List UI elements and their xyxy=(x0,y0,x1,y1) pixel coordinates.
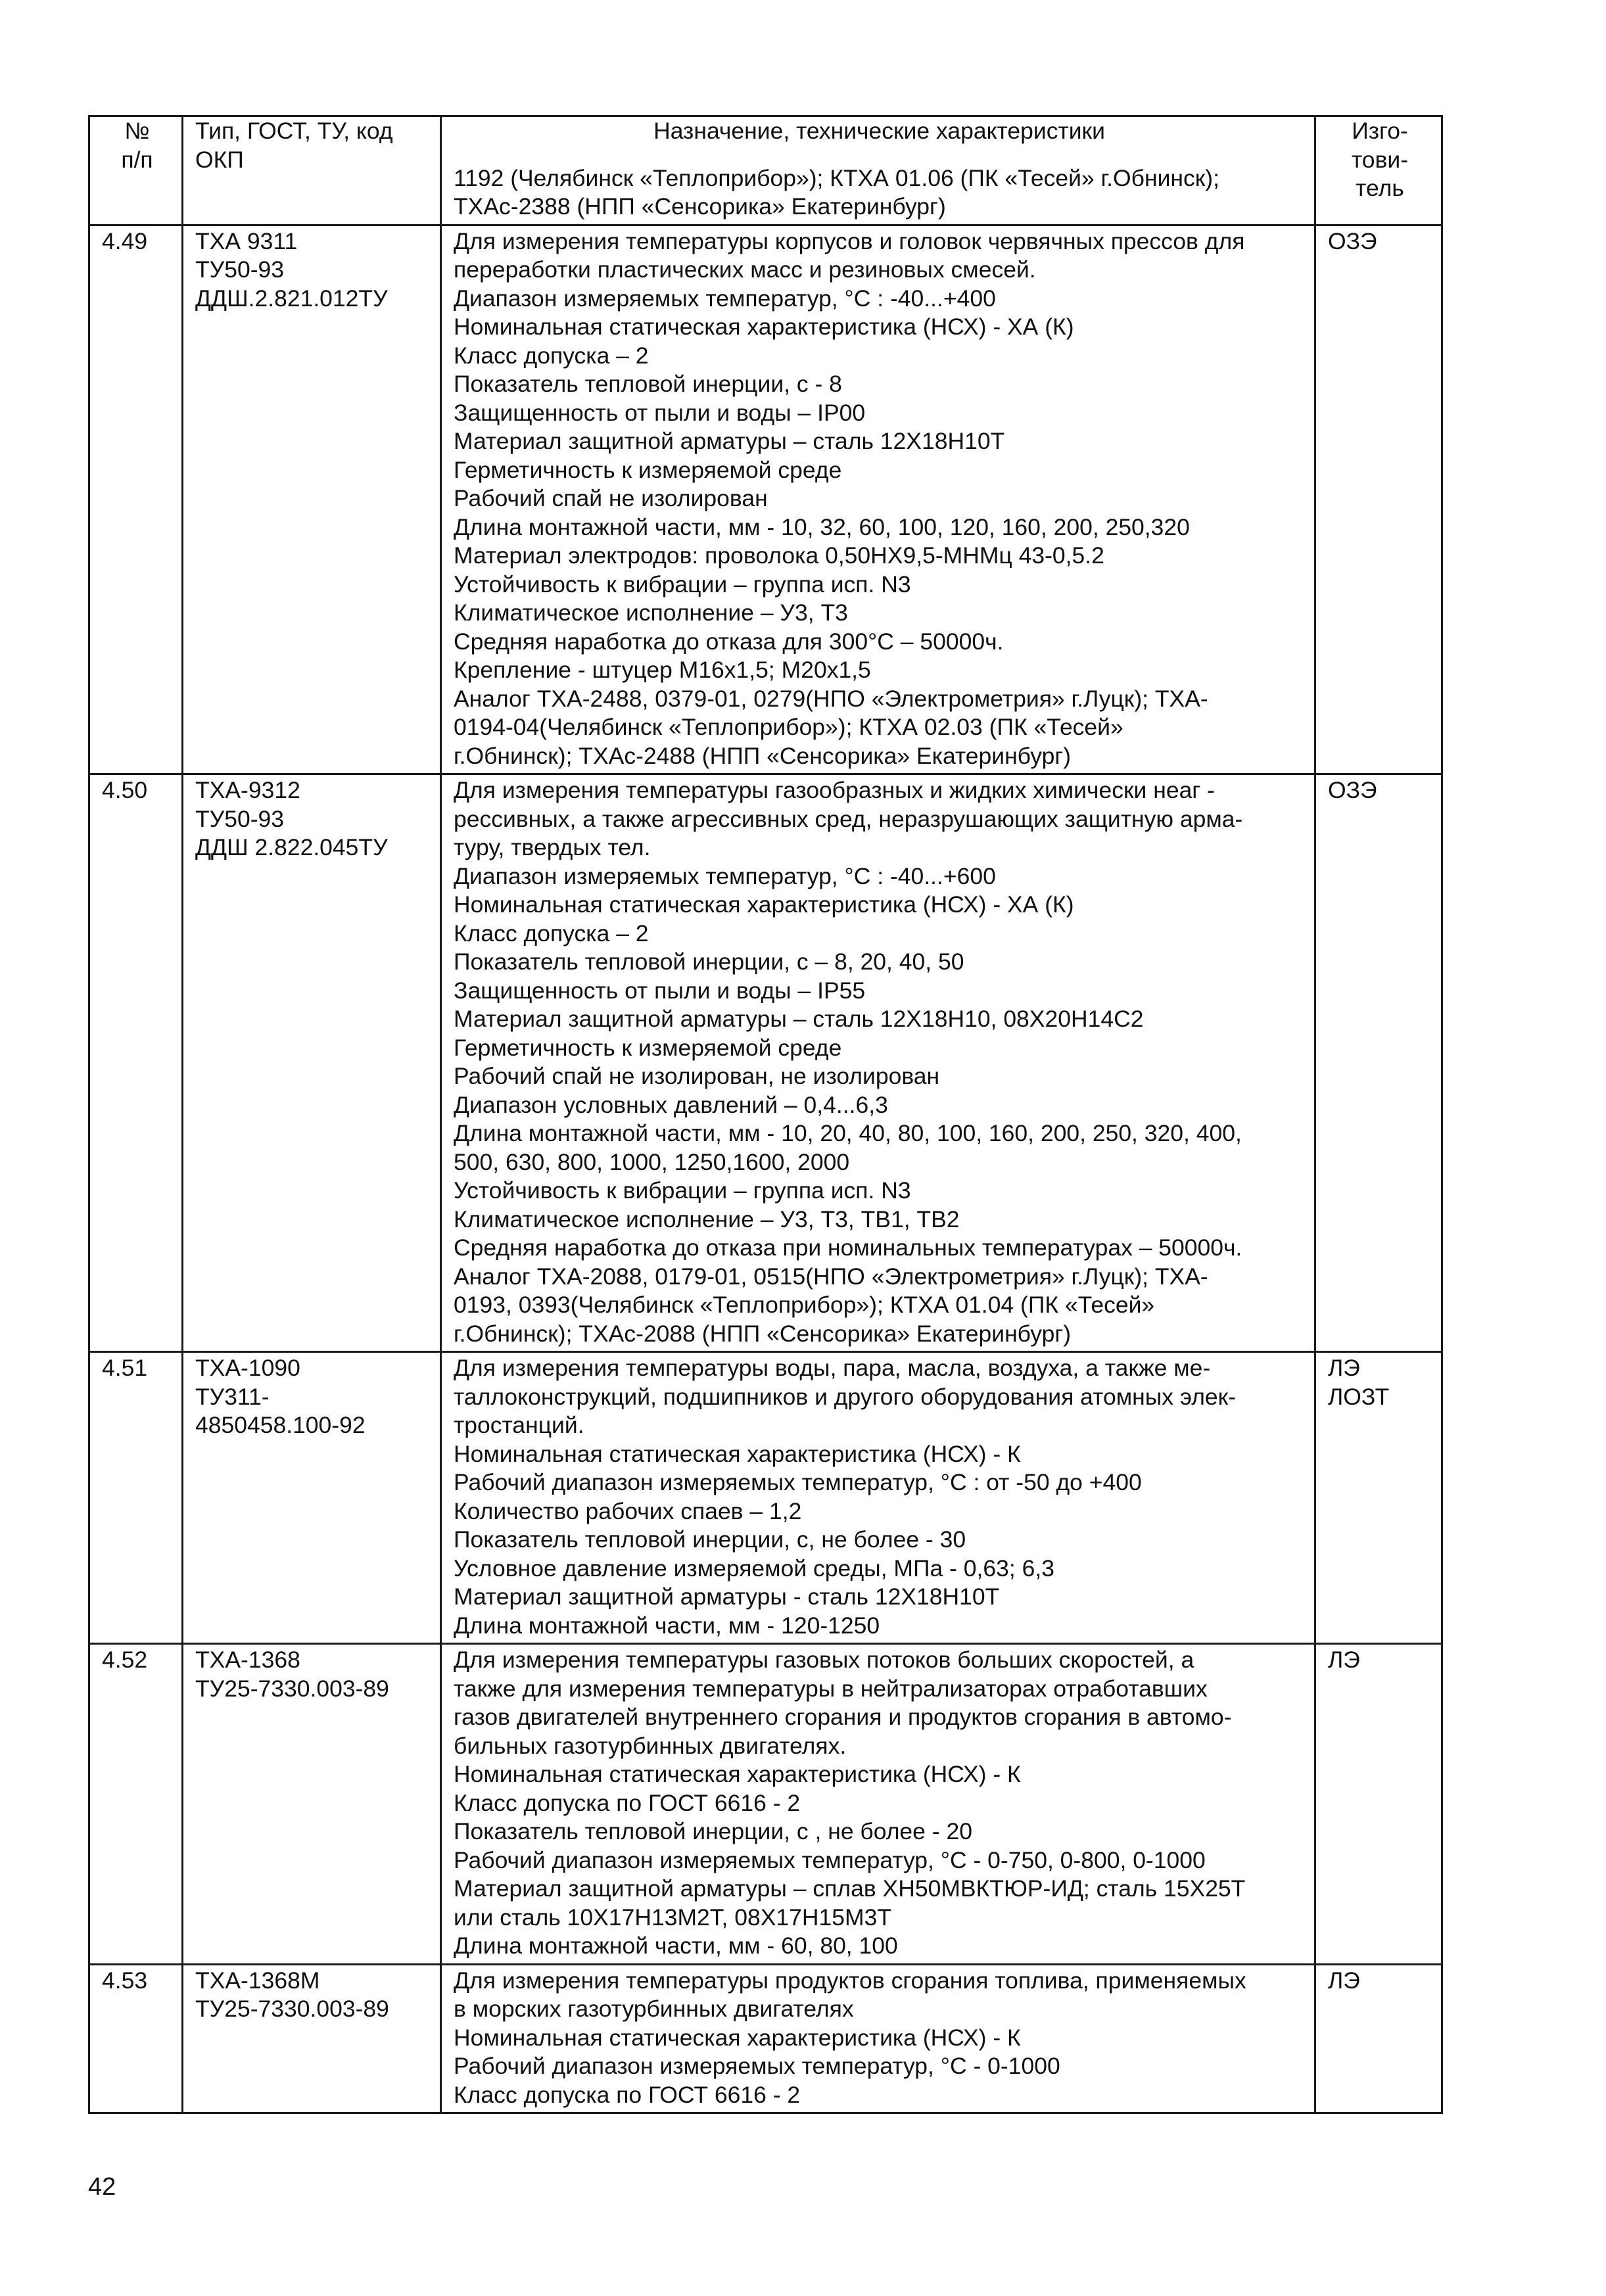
row-number: 4.51 xyxy=(89,1352,183,1644)
row-description: Для измерения температуры корпусов и головок червячных прессов для переработки пластических масс и резиновых смесей. Диапазон измеряемых температур, °С : -40...+400 Номинальная статическая характеристика (НСХ) - ХА (К) Класс допуска – 2 Показатель тепловой инерции, с - 8 Защищенность от пыли и воды – IP00 Материал защитной арматуры – сталь 12Х18Н10Т Герметичность к измеряемой среде Рабочий спай не изолирован Длина монтажной части, мм - 10, 32, 60, 100, 120, 160, 200, 250,320 Материал электродов: проволока 0,50НХ9,5-МНМц 43-0,5.2 Устойчивость к вибрации – группа исп. N3 Климатическое исполнение – У3, Т3 Средняя наработка до отказа для 300°С – 50000ч. Крепление - штуцер М16х1,5; М20х1,5 Аналог ТХА-2488, 0379-01, 0279(НПО «Электрометрия» г.Луцк); ТХА- 0194-04(Челябинск «Теплоприбор»); КТХА 02.03 (ПК «Тесей» г.Обнинск); ТХАс-2488 (НПП «Сенсорика» Екатеринбург) xyxy=(441,225,1315,774)
row-number: 4.49 xyxy=(89,225,183,774)
table-row xyxy=(89,774,1442,1352)
header-purpose: Назначение, технические характеристики 1192 (Челябинск «Теплоприбор»); КТХА 01.06 (ПК «Тесей» г.Обнинск); ТХАс-2388 (НПП «Сенсорика» Екатеринбург) xyxy=(441,116,1315,225)
row-type: ТХА-9312 ТУ50-93 ДДШ 2.822.045ТУ xyxy=(183,774,441,1352)
row-maker: ЛЭ xyxy=(1315,1644,1442,1965)
table-row xyxy=(89,1964,1442,2113)
row-description: Для измерения температуры воды, пара, масла, воздуха, а также ме- таллоконструкций, подшипников и другого оборудования атомных элек- тростанций. Номинальная статическая характеристика (НСХ) - К Рабочий диапазон измеряемых температур, °С : от -50 до +400 Количество рабочих спаев – 1,2 Показатель тепловой инерции, с, не более - 30 Условное давление измеряемой среды, МПа - 0,63; 6,3 Материал защитной арматуры - сталь 12Х18Н10Т Длина монтажной части, мм - 120-1250 xyxy=(441,1352,1315,1644)
row-maker: ЛЭ xyxy=(1315,1964,1442,2113)
row-number: 4.50 xyxy=(89,774,183,1352)
row-maker: ЛЭ ЛОЗТ xyxy=(1315,1352,1442,1644)
page-number: 42 xyxy=(88,2173,116,2201)
row-number: 4.53 xyxy=(89,1964,183,2113)
header-number: № п/п xyxy=(89,116,183,225)
table-row xyxy=(89,1644,1442,1965)
row-type: ТХА-1368М ТУ25-7330.003-89 xyxy=(183,1964,441,2113)
header-maker: Изго- тови- тель xyxy=(1315,116,1442,225)
row-maker: ОЗЭ xyxy=(1315,225,1442,774)
table-row xyxy=(89,225,1442,774)
row-number: 4.52 xyxy=(89,1644,183,1965)
row-type: ТХА 9311 ТУ50-93 ДДШ.2.821.012ТУ xyxy=(183,225,441,774)
specifications-table xyxy=(88,115,1443,2114)
continuation-text: 1192 (Челябинск «Теплоприбор»); КТХА 01.06 (ПК «Тесей» г.Обнинск); ТХАс-2388 (НПП «Сенсорика» Екатеринбург) xyxy=(454,164,1219,220)
row-maker: ОЗЭ xyxy=(1315,774,1442,1352)
row-description: Для измерения температуры газовых потоков больших скоростей, а также для измерения температуры в нейтрализаторах отработавших газов двигателей внутреннего сгорания и продуктов сгорания в автомо- бильных газотурбинных двигателях. Номинальная статическая характеристика (НСХ) - К Класс допуска по ГОСТ 6616 - 2 Показатель тепловой инерции, с , не более - 20 Рабочий диапазон измеряемых температур, °С - 0-750, 0-800, 0-1000 Материал защитной арматуры – сплав ХН50МВКТЮР-ИД; сталь 15Х25Т или сталь 10Х17Н13М2Т, 08Х17Н15М3Т Длина монтажной части, мм - 60, 80, 100 xyxy=(441,1644,1315,1965)
header-type: Тип, ГОСТ, ТУ, код ОКП xyxy=(183,116,441,225)
row-type: ТХА-1368 ТУ25-7330.003-89 xyxy=(183,1644,441,1965)
row-description: Для измерения температуры газообразных и жидких химически неаг - рессивных, а также агрессивных сред, неразрушающих защитную арма- туру, твердых тел. Диапазон измеряемых температур, °С : -40...+600 Номинальная статическая характеристика (НСХ) - ХА (К) Класс допуска – 2 Показатель тепловой инерции, с – 8, 20, 40, 50 Защищенность от пыли и воды – IP55 Материал защитной арматуры – сталь 12Х18Н10, 08Х20Н14С2 Герметичность к измеряемой среде Рабочий спай не изолирован, не изолирован Диапазон условных давлений – 0,4...6,3 Длина монтажной части, мм - 10, 20, 40, 80, 100, 160, 200, 250, 320, 400, 500, 630, 800, 1000, 1250,1600, 2000 Устойчивость к вибрации – группа исп. N3 Климатическое исполнение – У3, Т3, ТВ1, ТВ2 Средняя наработка до отказа при номинальных температурах – 50000ч. Аналог ТХА-2088, 0179-01, 0515(НПО «Электрометрия» г.Луцк); ТХА- 0193, 0393(Челябинск «Теплоприбор»); КТХА 01.04 (ПК «Тесей» г.Обнинск); ТХАс-2088 (НПП «Сенсорика» Екатеринбург) xyxy=(441,774,1315,1352)
row-type: ТХА-1090 ТУ311- 4850458.100-92 xyxy=(183,1352,441,1644)
row-description: Для измерения температуры продуктов сгорания топлива, применяемых в морских газотурбинных двигателях Номинальная статическая характеристика (НСХ) - К Рабочий диапазон измеряемых температур, °С - 0-1000 Класс допуска по ГОСТ 6616 - 2 xyxy=(441,1964,1315,2113)
header-row xyxy=(89,116,1442,225)
table-body xyxy=(89,225,1442,2113)
table-row xyxy=(89,1352,1442,1644)
